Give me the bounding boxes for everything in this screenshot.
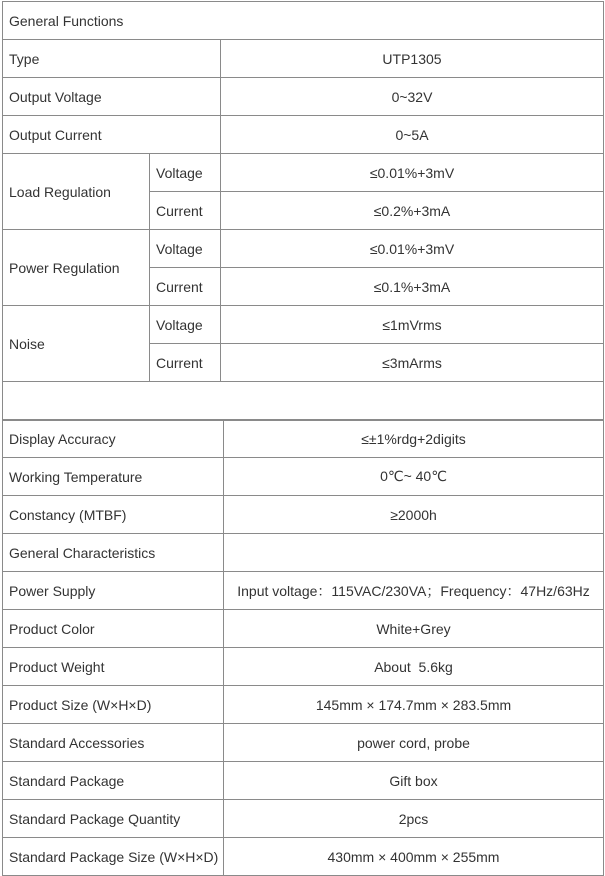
table-header-row [3,2,604,40]
table-row [3,40,604,78]
sub-label: Voltage [150,154,221,192]
table-row [3,686,604,724]
sub-label: Current [150,268,221,306]
spec-label: Standard Accessories [3,724,224,762]
spec-value: 2pcs [224,800,604,838]
spec-label: Product Size (W×H×D) [3,686,224,724]
characteristics-table [2,419,604,876]
table-row [3,800,604,838]
spec-value: ≤3mArms [221,344,604,382]
spec-label: Standard Package Size (W×H×D) [3,838,224,876]
spec-value: ≤±1%rdg+2digits [224,420,604,458]
spec-value: White+Grey [224,610,604,648]
spec-label: Standard Package [3,762,224,800]
spec-value: Input voltage：115VAC/230VA；Frequency：47Hz/63Hz [224,572,604,610]
spec-value: 0℃~ 40℃ [224,458,604,496]
spec-value: ≤1mVrms [221,306,604,344]
spec-value: ≤0.01%+3mV [221,230,604,268]
sub-label: Current [150,344,221,382]
table-row [3,230,604,268]
group-label: Noise [3,306,150,382]
spec-value: 145mm × 174.7mm × 283.5mm [224,686,604,724]
sub-label: Voltage [150,306,221,344]
spec-value: Gift box [224,762,604,800]
spec-value: ≤0.2%+3mA [221,192,604,230]
spec-label: Power Supply [3,572,224,610]
group-label: Power Regulation [3,230,150,306]
spec-value: ≥2000h [224,496,604,534]
group-label: Load Regulation [3,154,150,230]
spec-value: About 5.6kg [224,648,604,686]
table-row [3,572,604,610]
spec-value: UTP1305 [221,40,604,78]
general-functions-table [2,1,604,421]
spec-label: General Characteristics [3,534,224,572]
sub-label: Voltage [150,230,221,268]
spec-value: 0~5A [221,116,604,154]
table-row [3,116,604,154]
table-row [3,534,604,572]
table-row [3,496,604,534]
spec-label: Product Weight [3,648,224,686]
table-row [3,154,604,192]
empty-cell [3,382,604,421]
spec-label: Product Color [3,610,224,648]
table-row [3,838,604,876]
sub-label: Current [150,192,221,230]
spec-label: Output Voltage [3,78,221,116]
table-row [3,306,604,344]
spec-value: ≤0.1%+3mA [221,268,604,306]
spec-value: power cord, probe [224,724,604,762]
spec-value: ≤0.01%+3mV [221,154,604,192]
table-row [3,458,604,496]
spec-label: Type [3,40,221,78]
table-row [3,78,604,116]
table-row [3,610,604,648]
spec-label: Output Current [3,116,221,154]
spec-value: 0~32V [221,78,604,116]
spec-value [224,534,604,572]
section-header: General Functions [3,2,604,40]
table-row [3,724,604,762]
empty-separator-row [3,382,604,421]
table-row [3,648,604,686]
spec-value: 430mm × 400mm × 255mm [224,838,604,876]
spec-label: Constancy (MTBF) [3,496,224,534]
spec-label: Display Accuracy [3,420,224,458]
spec-label: Standard Package Quantity [3,800,224,838]
table-row [3,420,604,458]
spec-label: Working Temperature [3,458,224,496]
table-row [3,762,604,800]
